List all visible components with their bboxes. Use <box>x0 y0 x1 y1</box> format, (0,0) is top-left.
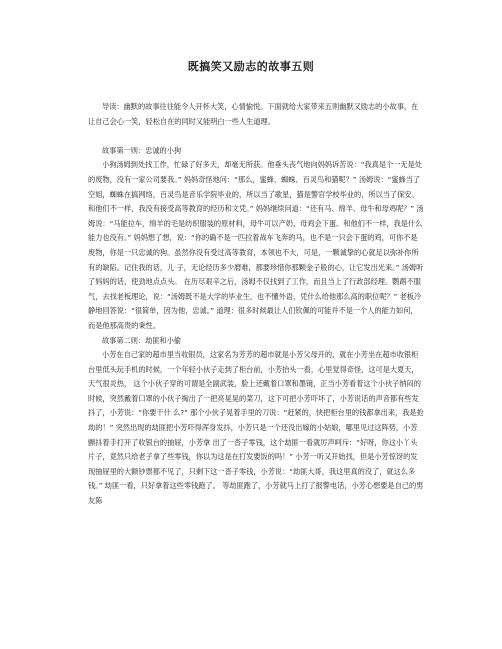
story1-heading: 故事第一则：忠诚的小狗 <box>102 145 182 155</box>
story1-paragraph: 小狗汤姆到处找工作，忙碌了好多天，却毫无所获。他垂头丧气地向妈妈诉苦说：“我真是个一无是处的废物，没有一家公司要我。” 妈妈奇怪地问：“那么，蜜蜂、蜘蛛、百灵鸟和猫呢？” 汤姆说：“蜜蜂当了空姐，蜘蛛在搞网络，百灵鸟是音乐学院毕业的，所以当了歌星，猫是警官学校毕业的，所以当了保安。和他们不一样，我没有接受高等教育的经历和文凭。” 妈妈继续问道：“还有马、绵羊、母牛和母鸡呢？” 汤姆说：“马能拉车，绵羊的毛是纺织服装的原材料，母牛可以产奶，母鸡会下蛋。和他们不一样，我是什么能力也没有。” 妈妈想了想，说：“你的确不是一匹拉着战车飞奔的马，也不是一只会下蛋的鸡，可你不是废物，你是一只忠诚的狗。虽然你没有受过高等教育，本领也不大，可是，一颗诚挚的心就足以弥补你所有的缺陷。记住我的话，儿 子，无论经历多少磨难，都要珍惜你那颗金子般的心，让它发出光来。” 汤姆听了妈妈的话，使劲地点点头。 在历尽艰辛之后，汤姆不仅找到了工作，而且当上了行政部经理。鹦鹉不服气，去找老板理论，说：“汤姆既不是大学的毕业生，也不懂外语，凭什么给他那么高的职位呢？” 老板冷静地回答说：“很简单，因为他，忠诚。” 道理：很多时候最让人们钦佩的可能并不是一个人的能力如何，而是他那高贵的秉性。 <box>88 160 424 330</box>
story2-paragraph: 小芳在自己家的超市里当收银员，这家名为芳芳的超市就是小芳父母开的，就在小芳坐在超市收银柜台里低头玩手机的时候，一个年轻小伙子走到了柜台前，小芳抬头一看，心里觉得奇怪，这可是大夏天，天气很炎热， 这个小伙子穿的可谓是全副武装，脸上还戴着口罩和墨镜，正当小芳看着这个小伙子纳闷的时候，突然戴着口罩的小伙子掏出了一把亮晃晃的菜刀，这下可把小芳吓坏了，小芳说话的声音都有些发抖了，小芳说：“你要干什 么?” 那个小伙子晃着手里的刀说：“赶紧的，快把柜台里的钱都拿出来，我是抢劫的！” 突然出现的劫匪把小芳吓得浑身发抖，小芳只是一个还没出嫁的小姑娘，哪里见过这阵势，小芳颤抖着手打开了收银台的抽屉，小芳拿 出了一沓子零钱，这个劫匪一看就厉声呵斥：“好呀，你这小丫头片子，竟然只给老子拿了些零钱，你以为这是在打发要饭的吗！” 小芳一听又开始找，但是小芳惊讶的发现抽屉里的大额钞票都不见了，只剩下这一沓子零钱，小芳说：“劫匪大哥，我这里真的没了，就这么多钱。” 劫匪一看，只好拿着这些零钱跑了。 等劫匪跑了，小芳就马上打了报警电话，小芳心想要是自己的男友陈 <box>88 350 424 506</box>
document-body <box>88 100 424 509</box>
document-title: 既搞笑又励志的故事五则 <box>187 60 315 73</box>
story2-heading: 故事第二则：劫匪和小偷 <box>102 335 182 345</box>
paragraph-gap <box>88 129 424 144</box>
intro-paragraph: 导读：幽默的故事往往能令人开怀大笑，心情愉悦。下面就给大家带来五则幽默又励志的小故事，在让自己会心一笑，轻松自在的同时又能明白一些人生道理。 <box>88 102 419 126</box>
